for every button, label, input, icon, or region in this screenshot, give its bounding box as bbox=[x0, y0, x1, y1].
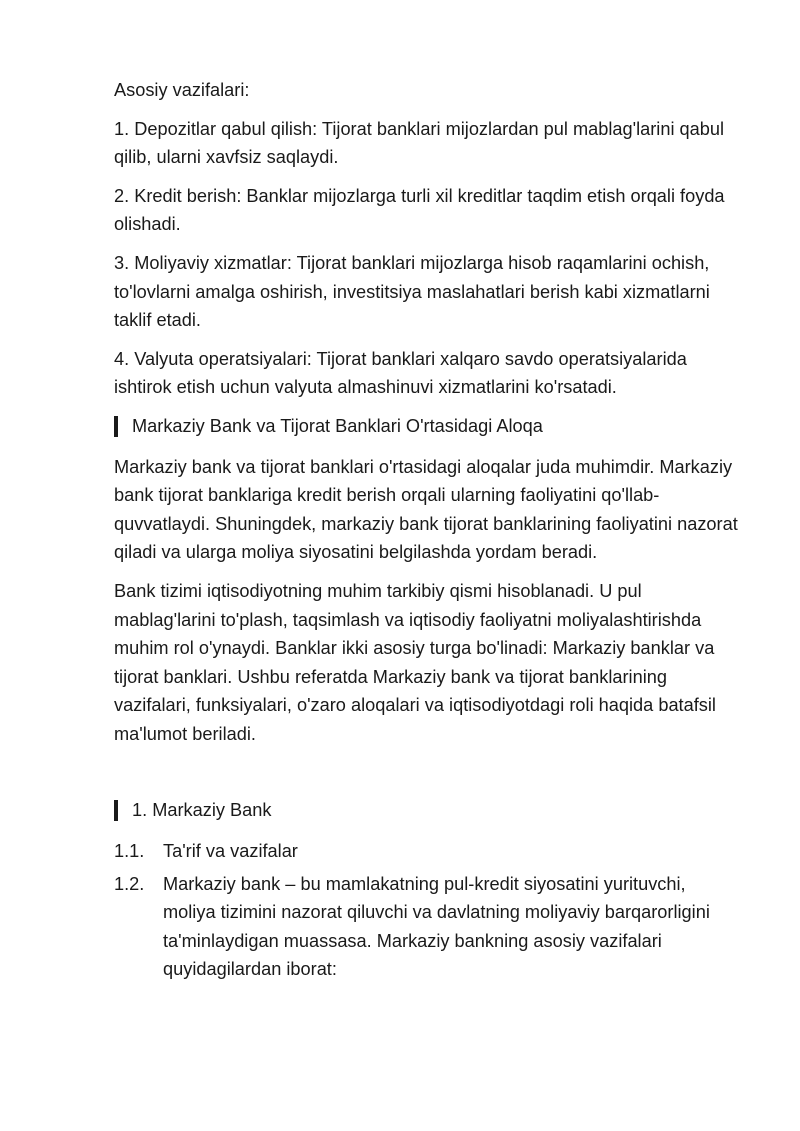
duty-item-3: 3. Moliyaviy xizmatlar: Tijorat banklari mijozlarga hisob raqamlarini ochish, to'lovlarni amalga oshirish, investitsiya maslahatlari berish kabi xizmatlarni taklif etadi. bbox=[114, 252, 710, 331]
list-item-number: 1.2. bbox=[114, 873, 145, 894]
relations-paragraph-2: Bank tizimi iqtisodiyotning muhim tarkibiy qismi hisoblanadi. U pul mablag'larini to'plash, taqsimlash va iqtisodiy faoliyatni moliyalashtirishda muhim rol o'ynaydi. Banklar ikki asosiy turga bo'linadi: Markaziy banklar va tijorat banklari. Ushbu referatda Markaziy bank va tijorat banklarining vazifalari, funksiyalari, o'zaro aloqalari va iqtisodiyotdagi roli haqida batafsil ma'lumot beriladi. bbox=[114, 580, 716, 744]
duty-item-4: 4. Valyuta operatsiyalari: Tijorat banklari xalqaro savdo operatsiyalarida ishtirok etish uchun valyuta almashinuvi xizmatlarini ko'rsatadi. bbox=[114, 348, 687, 398]
intro-heading: Asosiy vazifalari: bbox=[114, 80, 250, 100]
list-item-text: Markaziy bank – bu mamlakatning pul-kredit siyosatini yurituvchi, moliya tizimini nazorat qiluvchi va davlatning moliyaviy barqarorligini ta'minlaydigan muassasa. Markaziy bankning asosiy vazifalari quyidagilardan iborat: bbox=[163, 873, 710, 980]
numbered-list bbox=[114, 837, 740, 984]
duty-item-2: 2. Kredit berish: Banklar mijozlarga turli xil kreditlar taqdim etish orqali foyda olishadi. bbox=[114, 185, 725, 235]
section-heading-relations-text: Markaziy Bank va Tijorat Banklari O'rtasidagi Aloqa bbox=[132, 415, 543, 436]
section-heading-central-bank-text: 1. Markaziy Bank bbox=[132, 800, 272, 821]
relations-paragraph-1: Markaziy bank va tijorat banklari o'rtasidagi aloqalar juda muhimdir. Markaziy bank tijorat banklariga kredit berish orqali ularning faoliyatini qo'llab-quvvatlaydi. Shuningdek, markaziy bank tijorat banklarining faoliyatini nazorat qiladi va ularga moliya siyosatini belgilashda yordam beradi. bbox=[114, 456, 738, 563]
list-item-number: 1.1. bbox=[114, 841, 145, 862]
list-item bbox=[114, 837, 740, 866]
section-spacer bbox=[114, 758, 740, 796]
list-item bbox=[114, 870, 740, 984]
duty-item-1: 1. Depozitlar qabul qilish: Tijorat banklari mijozlardan pul mablag'larini qabul qilib, ularni xavfsiz saqlaydi. bbox=[114, 118, 725, 168]
section-heading-central-bank bbox=[114, 796, 740, 825]
list-item-text: Ta'rif va vazifalar bbox=[163, 841, 298, 862]
section-heading-relations bbox=[114, 412, 740, 441]
heading-bar bbox=[114, 416, 118, 437]
heading-bar bbox=[114, 800, 118, 821]
